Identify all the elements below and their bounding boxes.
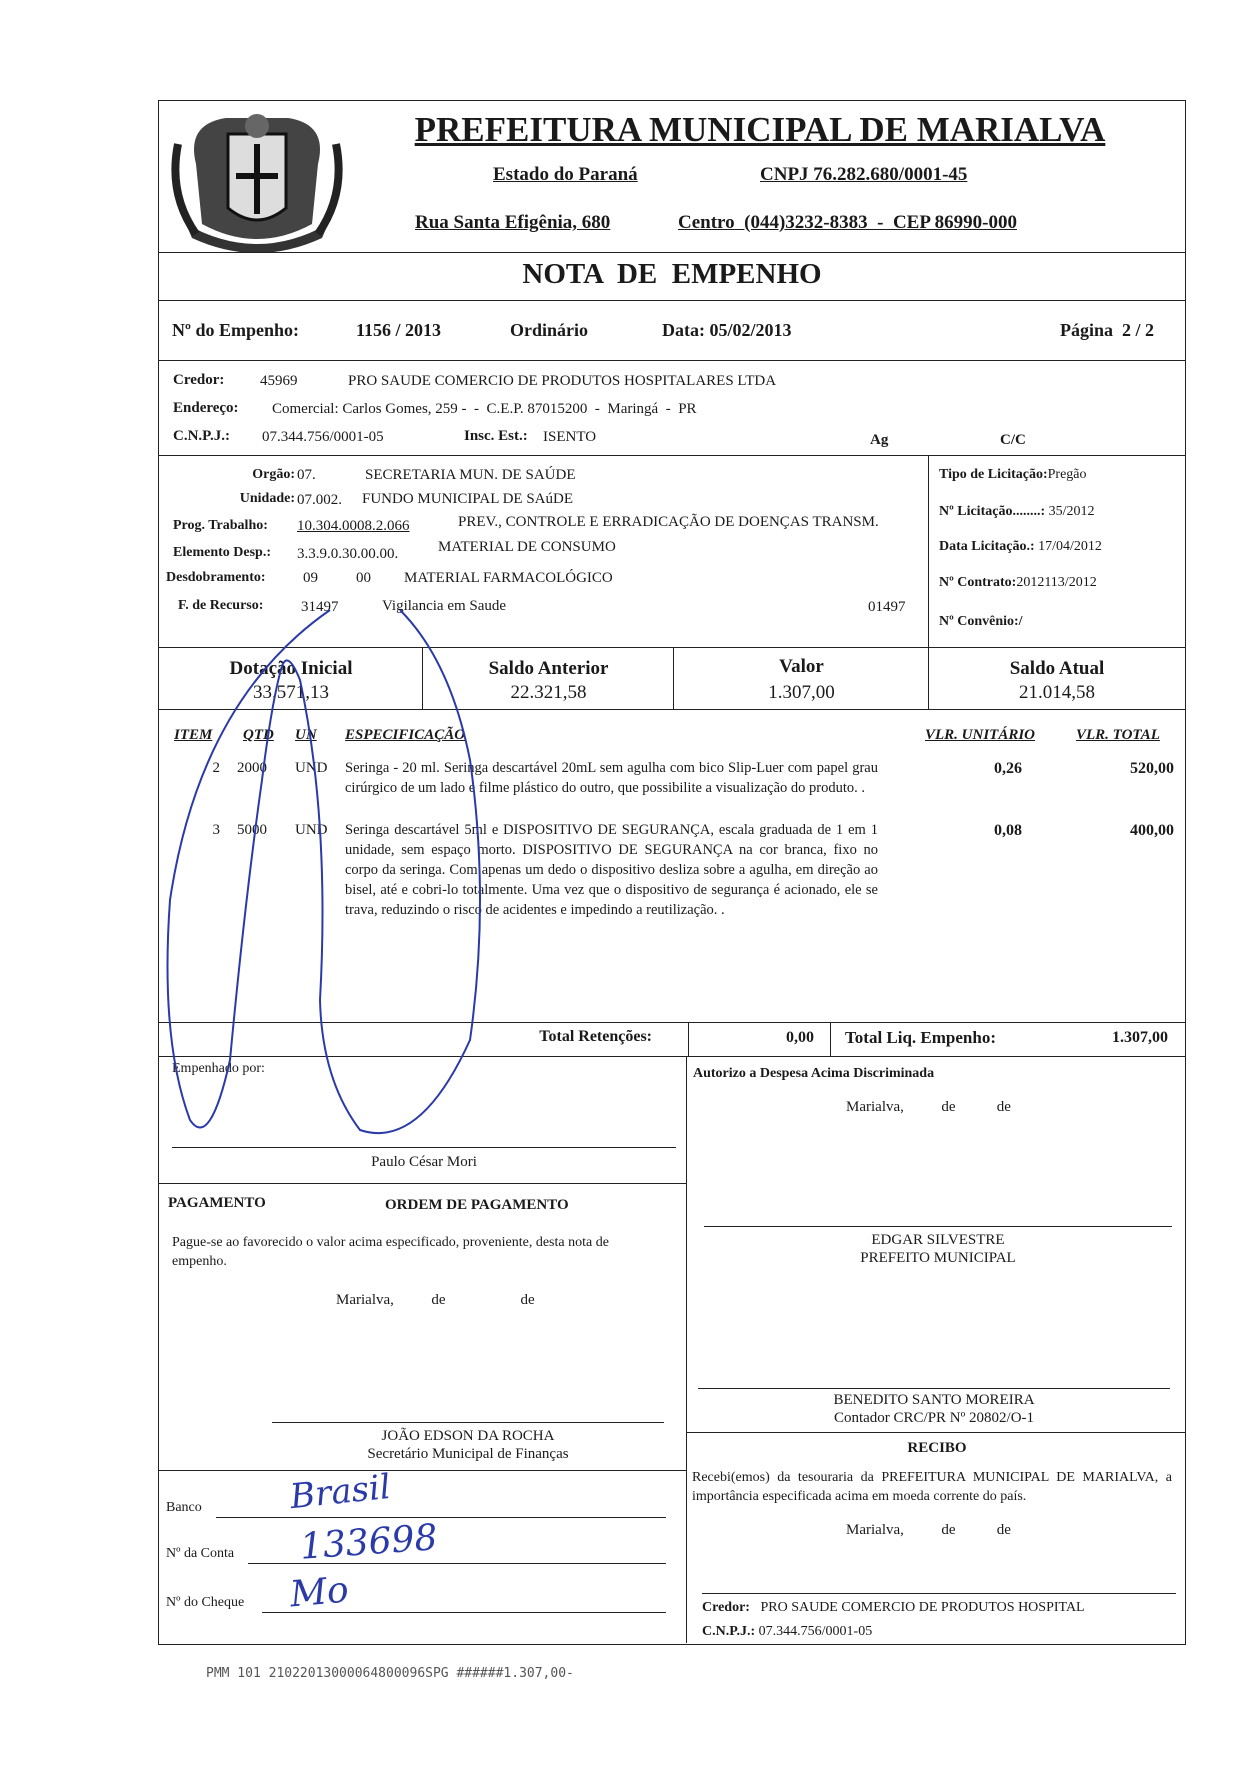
col-spec: ESPECIFICAÇÃO: [345, 727, 466, 743]
conta-label: Nº da Conta: [166, 1546, 235, 1561]
empenho-number-label: Nº do Empenho:: [172, 320, 299, 340]
empenho-number: 1156 / 2013: [356, 320, 442, 340]
empenhado-name: Paulo César Mori: [371, 1154, 477, 1170]
dotacao-value: 33.571,13: [253, 682, 329, 703]
signature-line: [702, 1593, 1176, 1594]
divider: [158, 647, 1186, 648]
convenio-label: Nº Convênio:/: [939, 614, 1023, 629]
autorizo-label: Autorizo a Despesa Acima Discriminada: [693, 1066, 935, 1081]
cnpj-label: C.N.P.J.:: [173, 428, 230, 444]
empenhado-label: Empenhado por:: [172, 1061, 265, 1076]
item-qtd: 5000: [237, 822, 267, 838]
validation-stamp: PMM 101 21022013000064800096SPG ######1.307,00-: [206, 1666, 574, 1681]
recibo-label: RECIBO: [907, 1440, 967, 1456]
page-number: Página 2 / 2: [1060, 320, 1155, 340]
unidade-code: 07.002.: [297, 492, 342, 508]
elemento-label: Elemento Desp.:: [173, 545, 271, 560]
contrato: 2012113/2012: [1016, 575, 1097, 590]
credor-label: Credor:: [173, 372, 225, 388]
divider: [158, 360, 1186, 361]
ag-label: Ag: [870, 432, 889, 448]
licitacao-num: 35/2012: [1048, 504, 1095, 519]
saldo-atual-value: 21.014,58: [1019, 682, 1095, 703]
handwritten-conta: 133698: [298, 1517, 439, 1568]
licitacao-num-label: Nº Licitação........:: [939, 504, 1046, 519]
elemento-name: MATERIAL DE CONSUMO: [438, 539, 616, 555]
unidade-name: FUNDO MUNICIPAL DE SAúDE: [362, 491, 573, 507]
item-un: UND: [295, 822, 328, 838]
item-total: 400,00: [1130, 822, 1174, 839]
item-spec: Seringa - 20 ml. Seringa descartável 20mL sem agulha com bico Slip-Luer com papel grau cirúrgico de um lado e filme plástico do outro, que possibilite a visualização do produto. .: [345, 760, 878, 796]
header-state: Estado do Paraná: [493, 164, 638, 185]
credor-cnpj: 07.344.756/0001-05: [262, 429, 384, 445]
orgao-code: 07.: [297, 467, 316, 483]
item-unit-price: 0,08: [994, 822, 1022, 839]
header-contact: Centro (044)3232-8383 - CEP 86990-000: [678, 212, 1017, 233]
signature-line: [272, 1422, 664, 1423]
credor-address: Comercial: Carlos Gomes, 259 - - C.E.P. 87015200 - Maringá - PR: [272, 401, 697, 417]
doc-title: NOTA DE EMPENHO: [522, 258, 822, 290]
desdob-name: MATERIAL FARMACOLÓGICO: [404, 570, 613, 586]
col-qtd: QTD: [243, 727, 274, 743]
pague-text: Pague-se ao favorecido o valor acima especificado, proveniente, desta nota de empenho.: [172, 1235, 609, 1269]
saldo-atual-label: Saldo Atual: [1009, 658, 1105, 679]
empenho-type: Ordinário: [510, 320, 589, 340]
recibo-place-date: Marialva, de de: [846, 1522, 1011, 1538]
tipo-licitacao: Pregão: [1047, 467, 1087, 482]
desdob-label: Desdobramento:: [166, 570, 266, 585]
saldo-anterior-value: 22.321,58: [510, 682, 587, 703]
recurso-num: 01497: [868, 599, 906, 615]
credor-code: 45969: [260, 373, 298, 389]
signature-line: [216, 1517, 666, 1518]
coat-of-arms-icon: [166, 104, 348, 256]
credor-name: PRO SAUDE COMERCIO DE PRODUTOS HOSPITALARES LTDA: [348, 373, 777, 389]
divider: [688, 1022, 689, 1056]
handwritten-cheque: Mo: [288, 1569, 351, 1616]
valor-label: Valor: [779, 656, 824, 677]
divider: [158, 252, 1186, 253]
tipo-licitacao-label: Tipo de Licitação:: [939, 467, 1048, 482]
prog-label: Prog. Trabalho:: [173, 518, 268, 533]
recibo-cnpj: 07.344.756/0001-05: [758, 1624, 873, 1639]
col-vlr-total: VLR. TOTAL: [1076, 727, 1160, 743]
elemento-code: 3.3.9.0.30.00.00.: [297, 546, 399, 562]
divider: [158, 709, 1186, 710]
recurso-code: 31497: [301, 599, 339, 615]
signature-line: [172, 1147, 676, 1148]
signature-line: [704, 1226, 1172, 1227]
contrato-label: Nº Contrato:: [939, 575, 1017, 590]
prog-code: 10.304.0008.2.066: [297, 518, 410, 534]
divider: [158, 1056, 1186, 1057]
orgao-label: Orgão:: [252, 467, 295, 482]
divider: [158, 1470, 686, 1471]
header-street: Rua Santa Efigênia, 680: [415, 212, 611, 233]
credor-insc: ISENTO: [543, 429, 597, 445]
handwritten-banco: Brasil: [288, 1466, 393, 1518]
address-label: Endereço:: [173, 400, 239, 416]
divider: [158, 1022, 1186, 1023]
signature-line: [698, 1388, 1170, 1389]
divider: [422, 647, 423, 709]
ordem-pagamento-label: ORDEM DE PAGAMENTO: [385, 1197, 569, 1213]
divider: [686, 1056, 687, 1643]
autorizo-place-date: Marialva, de de: [846, 1099, 1011, 1115]
liq-label: Total Liq. Empenho:: [845, 1028, 996, 1047]
cc-label: C/C: [1000, 432, 1026, 448]
recurso-label: F. de Recurso:: [178, 598, 264, 613]
desdob-a: 09: [303, 570, 318, 586]
recibo-text: Recebi(emos) da tesouraria da PREFEITURA MUNICIPAL DE MARIALVA, a importância especificada acima em moeda corrente do país.: [692, 1470, 1172, 1504]
contador-title: Contador CRC/PR Nº 20802/O-1: [833, 1410, 1035, 1426]
retencoes-value: 0,00: [786, 1029, 814, 1046]
dotacao-label: Dotação Inicial: [229, 658, 353, 679]
insc-label: Insc. Est.:: [464, 428, 528, 444]
unidade-label: Unidade:: [239, 491, 295, 506]
divider: [686, 1432, 1186, 1433]
liq-value: 1.307,00: [1112, 1029, 1168, 1046]
header-cnpj: CNPJ 76.282.680/0001-45: [760, 164, 968, 185]
banco-label: Banco: [166, 1500, 202, 1515]
col-item: ITEM: [174, 727, 213, 743]
col-un: UN: [295, 727, 317, 743]
divider: [830, 1022, 831, 1056]
recibo-credor-label: Credor:: [702, 1600, 750, 1615]
saldo-anterior-label: Saldo Anterior: [488, 658, 609, 679]
secretario-name: JOÃO EDSON DA ROCHA: [381, 1428, 555, 1444]
divider: [928, 455, 929, 647]
recibo-cnpj-label: C.N.P.J.:: [702, 1624, 756, 1639]
pagamento-label: PAGAMENTO: [168, 1195, 266, 1211]
prefeito-title: PREFEITO MUNICIPAL: [860, 1250, 1016, 1266]
item-number: 2: [212, 760, 220, 776]
col-vlr-unit: VLR. UNITÁRIO: [925, 727, 1036, 743]
pagamento-place-date: Marialva, de de: [336, 1292, 535, 1308]
retencoes-label: Total Retenções:: [539, 1028, 652, 1045]
divider: [158, 1183, 686, 1184]
empenho-date: Data: 05/02/2013: [662, 320, 792, 340]
recibo-credor-name: PRO SAUDE COMERCIO DE PRODUTOS HOSPITAL: [760, 1600, 1085, 1615]
cheque-label: Nº do Cheque: [166, 1595, 245, 1610]
item-total: 520,00: [1130, 760, 1174, 777]
item-spec: Seringa descartável 5ml e DISPOSITIVO DE SEGURANÇA, escala graduada de 1 em 1 unidade, sem espaço morto. DISPOSITIVO DE SEGURANÇA na cor branca, fixo no corpo da seringa. Com apenas um dedo o dispositivo desliza sobre a agulha, em direção ao bisel, até e cobri-lo totalmente. Uma vez que o dispositivo de segurança é acionado, ele se trava, reduzindo o risco de acidentes e impedindo a reutilização. .: [345, 822, 878, 918]
licitacao-data-label: Data Licitação.:: [939, 539, 1035, 554]
licitacao-data: 17/04/2012: [1038, 539, 1102, 554]
recurso-name: Vigilancia em Saude: [382, 598, 507, 614]
item-number: 3: [212, 822, 220, 838]
secretario-title: Secretário Municipal de Finanças: [367, 1446, 569, 1462]
divider: [673, 647, 674, 709]
divider: [158, 300, 1186, 301]
item-unit-price: 0,26: [994, 760, 1022, 777]
orgao-name: SECRETARIA MUN. DE SAÚDE: [365, 467, 576, 483]
divider: [158, 455, 1186, 456]
header-title: PREFEITURA MUNICIPAL DE MARIALVA: [414, 110, 1106, 149]
desdob-b: 00: [356, 570, 371, 586]
item-un: UND: [295, 760, 328, 776]
contador-name: BENEDITO SANTO MOREIRA: [833, 1392, 1035, 1408]
prog-name: PREV., CONTROLE E ERRADICAÇÃO DE DOENÇAS TRANSM.: [458, 514, 879, 530]
divider: [928, 647, 929, 709]
valor-value: 1.307,00: [768, 682, 835, 703]
item-qtd: 2000: [237, 760, 267, 776]
prefeito-name: EDGAR SILVESTRE: [871, 1232, 1005, 1248]
